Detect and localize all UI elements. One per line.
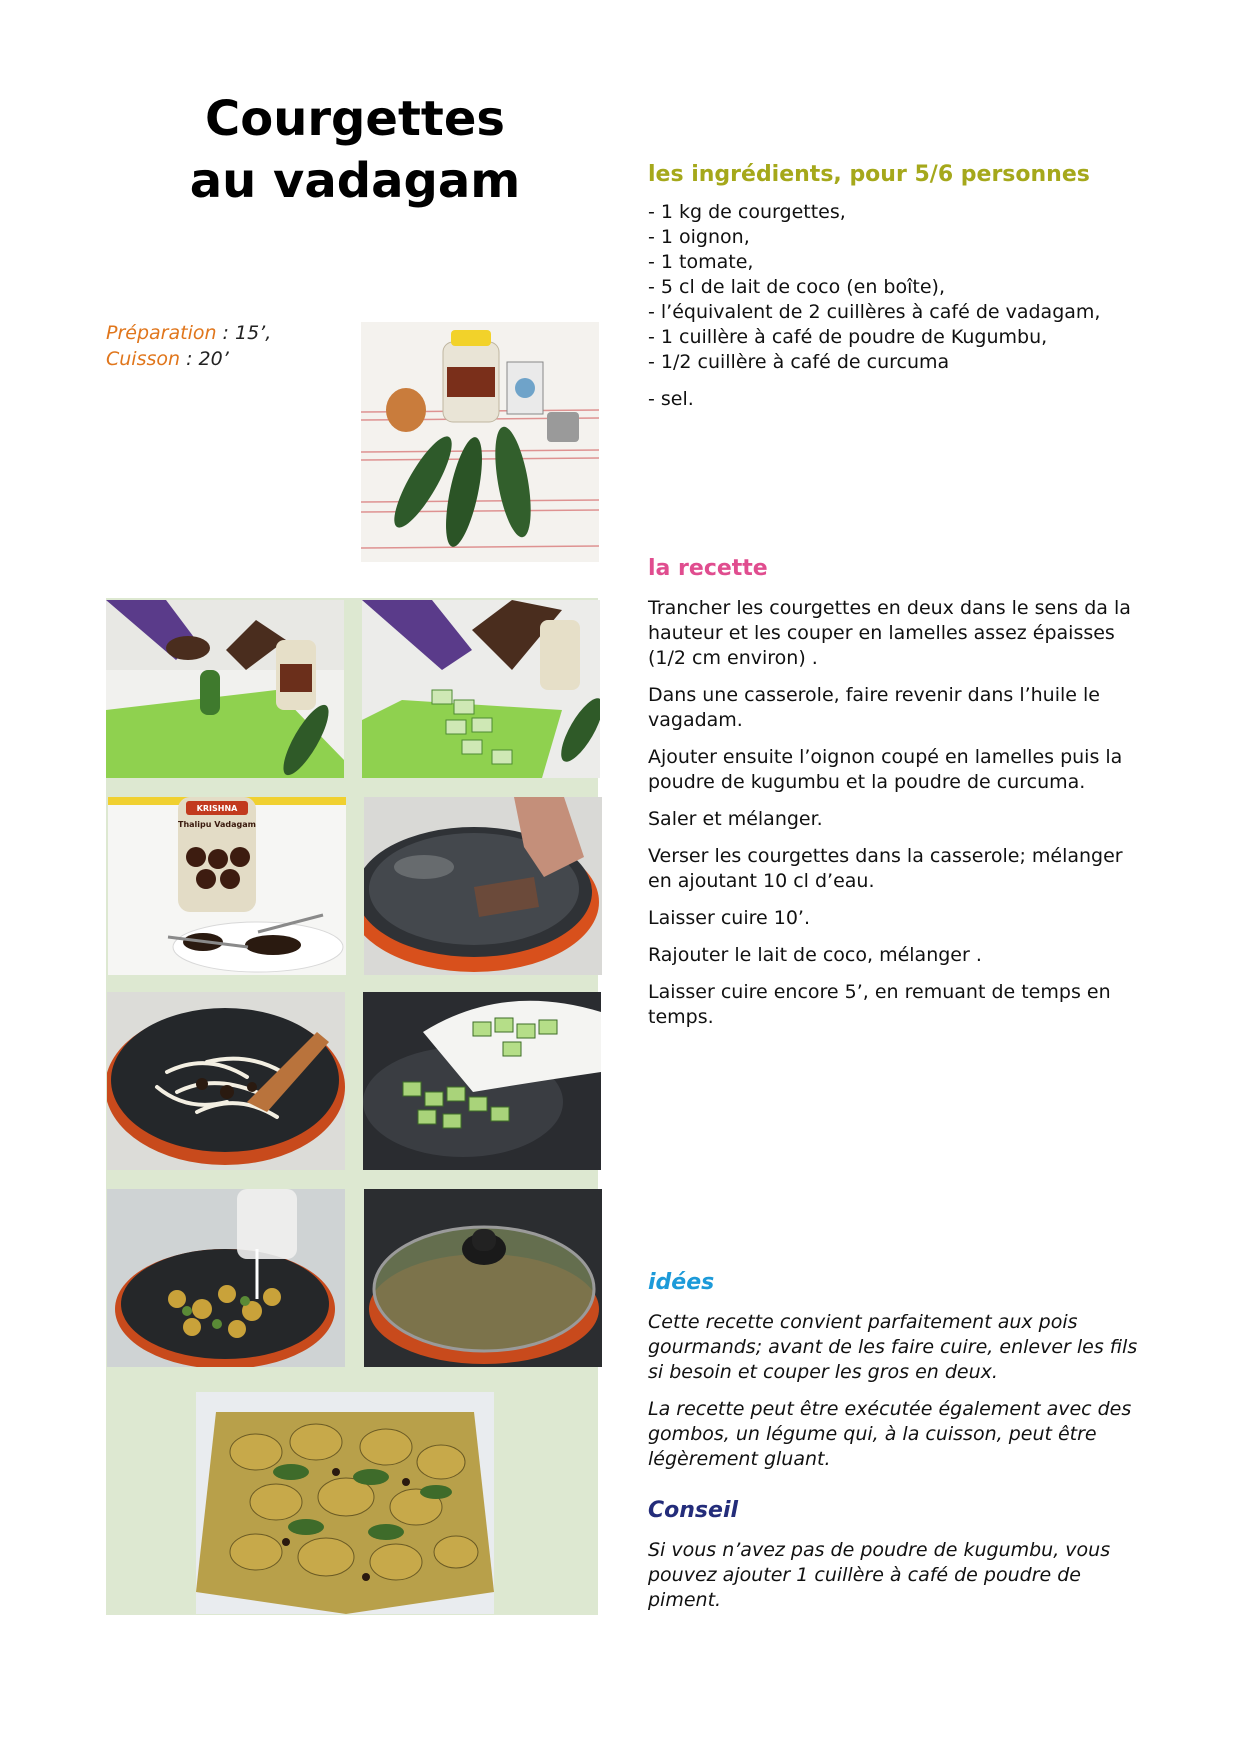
ingredient-item: - 1 cuillère à café de poudre de Kugumbu, bbox=[648, 326, 1048, 348]
ideas-text bbox=[648, 1310, 1148, 1484]
recipe-step: Saler et mélanger. bbox=[648, 808, 823, 830]
ingredients-heading: les ingrédients, pour 5/6 personnes bbox=[648, 162, 1090, 187]
cook-time bbox=[106, 346, 271, 372]
step-photo-covered-pan bbox=[364, 1189, 602, 1367]
step-photo-coconut-milk bbox=[107, 1189, 345, 1367]
step-photo-frying bbox=[364, 797, 602, 975]
ingredient-item: - 1 kg de courgettes, bbox=[648, 201, 846, 223]
ideas-heading: idées bbox=[648, 1270, 715, 1295]
recipe-step: Ajouter ensuite l’oignon coupé en lamelles puis la poudre de kugumbu et la poudre de curcuma. bbox=[648, 746, 1123, 793]
recipe-step: Dans une casserole, faire revenir dans l’huile le vagadam. bbox=[648, 684, 1100, 731]
ingredient-item: - 1 tomate, bbox=[648, 251, 754, 273]
recipe-step: Verser les courgettes dans la casserole; mélanger en ajoutant 10 cl d’eau. bbox=[648, 845, 1123, 892]
ingredient-item: - 5 cl de lait de coco (en boîte), bbox=[648, 276, 945, 298]
timing-info bbox=[106, 320, 271, 372]
ingredient-item: - l’équivalent de 2 cuillères à café de vadagam, bbox=[648, 301, 1101, 323]
recipe-steps bbox=[648, 596, 1148, 1042]
step-photo-slicing bbox=[362, 600, 600, 778]
ideas-paragraph: La recette peut être exécutée également avec des gombos, un légume qui, à la cuisson, peut être légèrement gluant. bbox=[648, 1398, 1132, 1470]
step-photo-adding-zucchini bbox=[363, 992, 601, 1170]
step-photo-onions bbox=[107, 992, 345, 1170]
recipe-title bbox=[100, 88, 610, 212]
recipe-heading: la recette bbox=[648, 556, 768, 581]
jar-brand: KRISHNA bbox=[196, 804, 238, 813]
ingredients-photo bbox=[361, 322, 599, 562]
ideas-paragraph: Cette recette convient parfaitement aux pois gourmands; avant de les faire cuire, enlever les fils si besoin et couper les gros en deux. bbox=[648, 1311, 1138, 1383]
recipe-step: Trancher les courgettes en deux dans le sens da la hauteur et les couper en lamelles assez épaisses (1/2 cm environ) . bbox=[648, 597, 1131, 669]
ingredient-item: - sel. bbox=[648, 388, 694, 410]
advice-text: Si vous n’avez pas de poudre de kugumbu, vous pouvez ajouter 1 cuillère à café de poudre de piment. bbox=[648, 1539, 1111, 1611]
final-dish-photo bbox=[196, 1392, 494, 1614]
title-line-2: au vadagam bbox=[189, 153, 521, 209]
prep-time-label: Préparation bbox=[106, 322, 217, 344]
title-line-1: Courgettes bbox=[205, 91, 505, 147]
prep-time bbox=[106, 320, 271, 346]
advice-heading: Conseil bbox=[648, 1498, 739, 1523]
jar-product-name: Thalipu Vadagam bbox=[178, 820, 256, 829]
recipe-step: Laisser cuire encore 5’, en remuant de temps en temps. bbox=[648, 981, 1111, 1028]
recipe-step: Laisser cuire 10’. bbox=[648, 907, 810, 929]
step-photo-vadagam bbox=[108, 797, 346, 975]
prep-time-value: : 15’, bbox=[216, 322, 272, 344]
ingredient-item: - 1 oignon, bbox=[648, 226, 750, 248]
ingredient-item: - 1/2 cuillère à café de curcuma bbox=[648, 351, 950, 373]
ingredients-list bbox=[648, 200, 1168, 412]
cook-time-label: Cuisson bbox=[106, 348, 181, 370]
step-photo-cutting bbox=[106, 600, 344, 778]
recipe-step: Rajouter le lait de coco, mélanger . bbox=[648, 944, 982, 966]
cook-time-value: : 20’ bbox=[180, 348, 229, 370]
